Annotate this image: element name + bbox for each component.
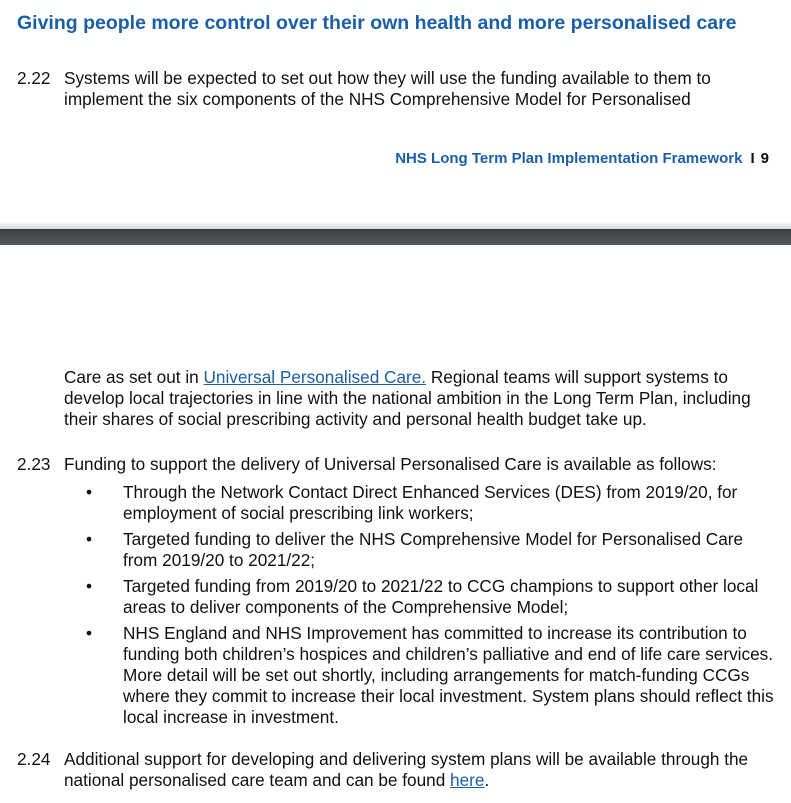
list-item [64, 623, 776, 728]
footer-title: NHS Long Term Plan Implementation Framework [395, 150, 743, 167]
paragraph-2-24-body: Additional support for developing and delivering system plans will be available through the national personalised care team and can be found [64, 749, 749, 790]
paragraph-number-2-24: 2.24 [17, 749, 51, 769]
list-item [64, 529, 776, 571]
list-item-text: Targeted funding to deliver the NHS Comprehensive Model for Personalised Care from 2019/20 to 2021/22; [123, 529, 744, 570]
paragraph-2-23-text: Funding to support the delivery of Universal Personalised Care is available as follows: [64, 454, 717, 474]
here-link[interactable]: here [450, 770, 485, 790]
page-break-divider [0, 229, 791, 245]
list-item-text: NHS England and NHS Improvement has committed to increase its contribution to funding both children’s hospices and children’s palliative and end of life care services. More detail will be set out shortly, including arrangements for match-funding CCGs where they commit to increase their local investment. System plans should reflect this local increase in investment. [123, 623, 774, 727]
bullet-icon: • [86, 576, 93, 596]
paragraph-2-22-text: Systems will be expected to set out how they will use the funding available to them to implement the six components of the NHS Comprehensive Model for Personalised [64, 68, 711, 109]
paragraph-2-24-end: . [484, 770, 490, 790]
section-heading: Giving people more control over their own health and more personalised care [17, 12, 737, 34]
page-number: 9 [760, 150, 769, 167]
paragraph-2-24-text [64, 749, 774, 791]
continuation-text-end: Regional teams will support systems to develop local trajectories in line with the national ambition in the Long Term Plan, including their shares of social prescribing activity and personal health budget take up. [64, 367, 751, 429]
list-item [64, 576, 776, 618]
paragraph-2-22-continuation [64, 367, 769, 430]
paragraph-number-2-23: 2.23 [17, 454, 51, 474]
continuation-text-start: Care as set out in [64, 367, 204, 387]
funding-bullet-list [64, 482, 776, 733]
universal-personalised-care-link[interactable]: Universal Personalised Care. [203, 367, 427, 387]
list-item-text: Through the Network Contact Direct Enhanced Services (DES) from 2019/20, for employment of social prescribing link workers; [123, 482, 738, 523]
page-footer [395, 150, 769, 167]
list-item [64, 482, 776, 524]
footer-separator: I [750, 150, 755, 167]
paragraph-number-2-22: 2.22 [17, 68, 51, 88]
bullet-icon: • [86, 482, 93, 502]
bullet-icon: • [86, 529, 93, 549]
list-item-text: Targeted funding from 2019/20 to 2021/22 to CCG champions to support other local areas to deliver components of the Comprehensive Model; [123, 576, 759, 617]
bullet-icon: • [86, 623, 93, 643]
